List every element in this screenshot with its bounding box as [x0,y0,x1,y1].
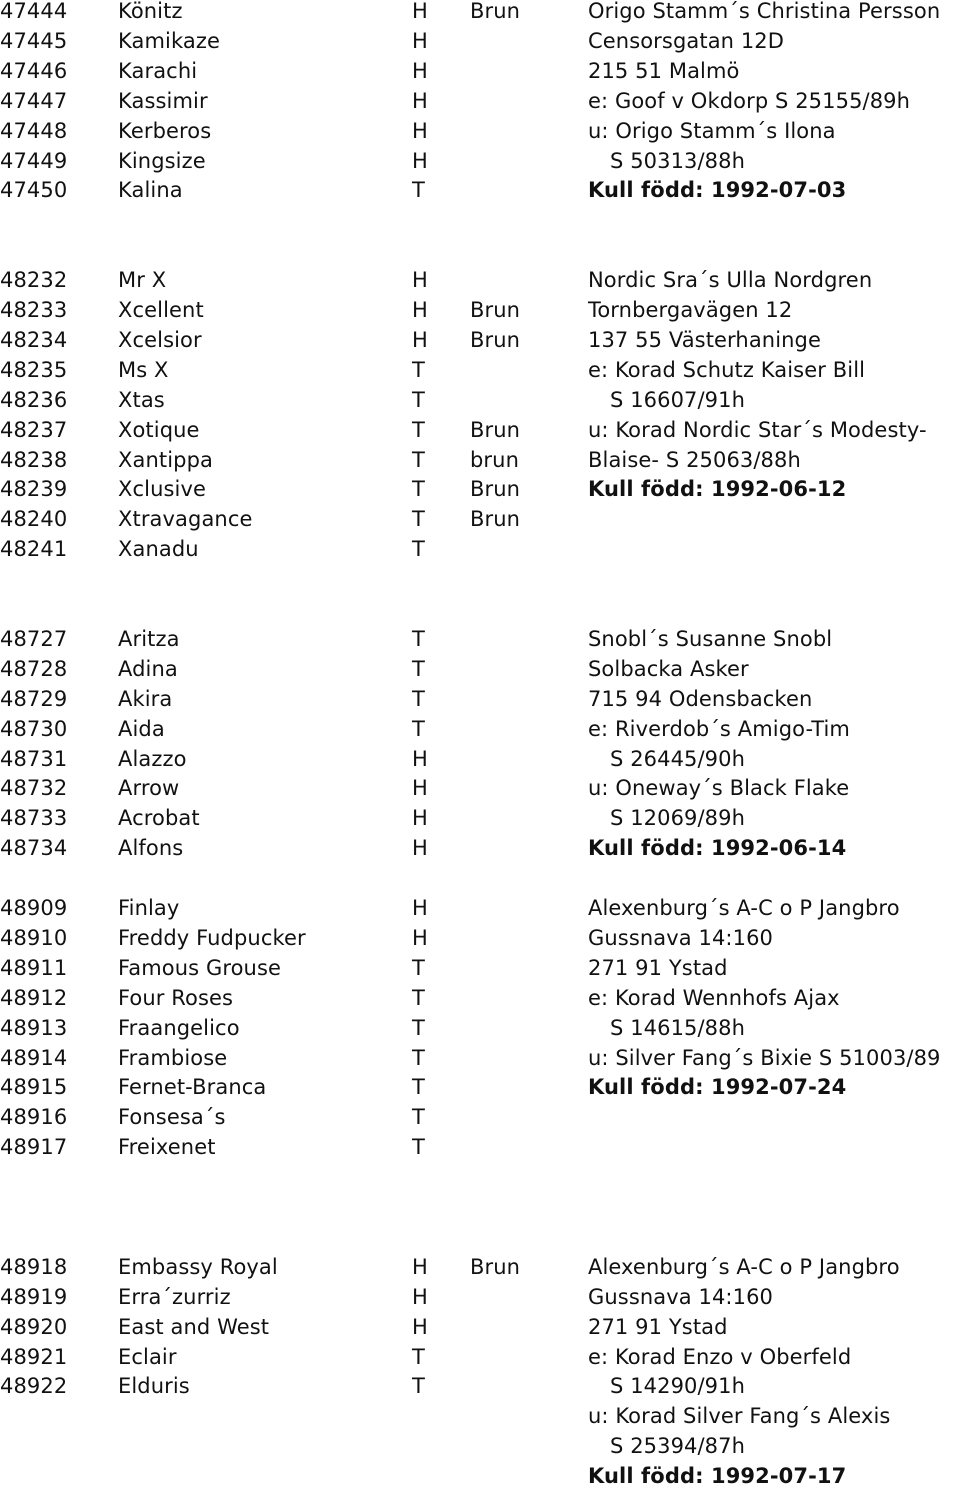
dog-registration-number: 47444 [0,0,68,23]
dog-registration-number: 48919 [0,1284,68,1309]
litter-info-line: Censorsgatan 12D [588,28,785,53]
dog-registration-number: 47447 [0,88,68,113]
dog-registration-number: 48920 [0,1314,68,1339]
dog-sex: T [412,1135,425,1160]
litter-row [0,1312,960,1342]
dog-name: Xcellent [118,298,204,322]
dog-registration-number: 48917 [0,1135,68,1160]
litter-info-line: e: Korad Schutz Kaiser Bill [588,357,866,382]
dog-registration-number: 48914 [0,1045,68,1070]
parent-registration-number: S 16607/91h [610,387,746,412]
litter-row [0,1401,960,1431]
litter-info-line: 137 55 Västerhaninge [588,327,821,352]
dog-sex: H [412,148,428,173]
litter-row [0,1102,960,1132]
litter-row [0,1282,960,1312]
dog-name: Mr X [118,268,167,293]
parent-registration-number: S 14290/91h [610,1374,746,1399]
parent-registration-number: S 25394/87h [610,1434,746,1459]
dog-registration-number: 48912 [0,985,68,1010]
dog-registration-number: 47450 [0,178,68,203]
dog-registration-number: 47449 [0,148,68,173]
dog-name: Kamikaze [118,28,220,53]
litter-info-line: u: Korad Nordic Star´s Modesty- [588,417,927,442]
dog-color: Brun [470,298,521,322]
dog-name: Fonsesa´s [118,1105,226,1130]
dog-name: Freixenet [118,1135,216,1160]
litter-info-line: Nordic Sra´s Ulla Nordgren [588,268,873,293]
litter-row [0,893,960,923]
dog-registration-number: 47448 [0,118,68,143]
litter-row [0,474,960,504]
parent-registration-number: S 50313/88h [610,148,746,173]
dog-sex: H [412,0,428,23]
litter-row [0,1461,960,1491]
litter-row [0,773,960,803]
dog-sex: H [412,58,428,83]
dog-name: Kassimir [118,88,208,113]
dog-name: Freddy Fudpucker [118,925,306,950]
dog-registration-number: 48916 [0,1105,68,1130]
dog-sex: T [412,477,425,502]
dog-sex: H [412,836,428,861]
litter-info-line: 271 91 Ystad [588,1314,728,1339]
litter-info-line: 215 51 Malmö [588,58,740,83]
litter-row [0,1072,960,1102]
dog-sex: H [412,298,428,322]
dog-name: Xtas [118,387,165,412]
litter-birth-date: Kull född: 1992-07-03 [588,178,847,203]
parent-registration-number: S 26445/90h [610,746,746,771]
dog-sex: T [412,656,425,681]
dog-registration-number: 48727 [0,626,68,651]
dog-name: Aritza [118,626,180,651]
litter-info-line: Tornbergavägen 12 [588,298,793,322]
dog-sex: T [412,985,425,1010]
dog-name: Fernet-Branca [118,1075,267,1100]
dog-sex: T [412,955,425,980]
dog-name: Adina [118,656,178,681]
litter-row [0,116,960,146]
litter-birth-date: Kull född: 1992-06-12 [588,477,847,502]
dog-name: Ms X [118,357,169,382]
dog-name: Erra´zurriz [118,1284,231,1309]
dog-registration-number: 48731 [0,746,68,771]
dog-registration-number: 48915 [0,1075,68,1100]
dog-color: Brun [470,327,521,352]
litter-row [0,1371,960,1401]
litter-row [0,415,960,445]
litter-row [0,325,960,355]
litter-info-line: Gussnava 14:160 [588,925,773,950]
dog-registration-number: 48235 [0,357,68,382]
litter-row [0,953,960,983]
dog-name: Kingsize [118,148,206,173]
dog-name: Xanadu [118,537,199,562]
dog-registration-number: 48733 [0,806,68,831]
dog-registration-number: 48730 [0,716,68,741]
dog-name: Embassy Royal [118,1254,278,1279]
dog-registration-number: 48734 [0,836,68,861]
litter-row [0,833,960,863]
litter-info-line: u: Oneway´s Black Flake [588,776,850,801]
litter-row [0,1342,960,1372]
dog-sex: H [412,88,428,113]
dog-sex: T [412,716,425,741]
dog-registration-number: 48911 [0,955,68,980]
litter-row [0,1431,960,1461]
dog-sex: H [412,327,428,352]
litter-info-line: u: Origo Stamm´s Ilona [588,118,836,143]
dog-sex: H [412,1284,428,1309]
dog-sex: T [412,1075,425,1100]
litter-birth-date: Kull född: 1992-07-24 [588,1075,847,1100]
litter-row [0,355,960,385]
dog-name: Kerberos [118,118,212,143]
dog-name: Fraangelico [118,1015,240,1040]
dog-sex: H [412,1314,428,1339]
dog-sex: H [412,776,428,801]
litter-info-line: Snobl´s Susanne Snobl [588,626,833,651]
litter-row [0,684,960,714]
dog-name: Xantippa [118,447,213,472]
dog-registration-number: 48728 [0,656,68,681]
parent-registration-number: S 14615/88h [610,1015,746,1040]
dog-registration-number: 48921 [0,1344,68,1369]
litter-row [0,445,960,475]
dog-name: Finlay [118,896,180,920]
litter-info-line: Gussnava 14:160 [588,1284,773,1309]
litter-row [0,86,960,116]
dog-color: Brun [470,417,521,442]
litter-info-line: u: Silver Fang´s Bixie S 51003/89 [588,1045,941,1070]
litter-row [0,744,960,774]
dog-registration-number: 48239 [0,477,68,502]
litter-row [0,504,960,534]
dog-registration-number: 48237 [0,417,68,442]
litter-info-line: Solbacka Asker [588,656,749,681]
dog-sex: T [412,686,425,711]
dog-name: Arrow [118,776,180,801]
dog-sex: H [412,28,428,53]
dog-sex: H [412,118,428,143]
dog-color: Brun [470,0,521,23]
dog-registration-number: 48233 [0,298,68,322]
dog-color: brun [470,447,519,472]
dog-name: Xtravagance [118,507,253,532]
dog-registration-number: 47445 [0,28,68,53]
litter-row [0,654,960,684]
litter-row [0,1132,960,1162]
dog-registration-number: 48913 [0,1015,68,1040]
litter-birth-date: Kull född: 1992-07-17 [588,1464,847,1489]
dog-name: Elduris [118,1374,190,1399]
litter-info-line: Alexenburg´s A-C o P Jangbro [588,1254,900,1279]
litter-row [0,295,960,325]
dog-sex: T [412,537,425,562]
dog-name: Akira [118,686,173,711]
litter-row [0,803,960,833]
dog-registration-number: 48234 [0,327,68,352]
dog-name: Four Roses [118,985,234,1010]
litter-info-line: 715 94 Odensbacken [588,686,813,711]
litter-row [0,923,960,953]
dog-sex: H [412,925,428,950]
litter-row [0,385,960,415]
dog-name: Famous Grouse [118,955,282,980]
dog-name: Karachi [118,58,198,83]
dog-registration-number: 48732 [0,776,68,801]
dog-registration-number: 48729 [0,686,68,711]
dog-name: Alfons [118,836,184,861]
dog-sex: T [412,1105,425,1130]
dog-name: Könitz [118,0,183,23]
dog-registration-number: 48922 [0,1374,68,1399]
litter-info-line: Blaise- S 25063/88h [588,447,801,472]
litter-row [0,983,960,1013]
litter-row [0,534,960,564]
litter-row [0,1252,960,1282]
dog-registration-number: 48240 [0,507,68,532]
dog-name: Xotique [118,417,200,442]
dog-name: East and West [118,1314,270,1339]
dog-sex: T [412,1344,425,1369]
dog-registration-number: 48241 [0,537,68,562]
dog-sex: T [412,626,425,651]
dog-sex: T [412,417,425,442]
litter-info-line: Alexenburg´s A-C o P Jangbro [588,896,900,920]
litter-row [0,56,960,86]
litter-row [0,0,960,26]
dog-name: Kalina [118,178,183,203]
litter-info-line: e: Korad Wennhofs Ajax [588,985,840,1010]
dog-registration-number: 48238 [0,447,68,472]
dog-sex: T [412,178,425,203]
dog-registration-number: 47446 [0,58,68,83]
parent-registration-number: S 12069/89h [610,806,746,831]
litter-info-line: e: Korad Enzo v Oberfeld [588,1344,852,1369]
litter-row [0,714,960,744]
litter-row [0,1043,960,1073]
dog-color: Brun [470,1254,521,1279]
dog-sex: H [412,268,428,293]
dog-sex: H [412,896,428,920]
litter-row [0,265,960,295]
dog-name: Eclair [118,1344,177,1369]
litter-row [0,1013,960,1043]
litter-row [0,26,960,56]
dog-sex: T [412,507,425,532]
litter-row [0,146,960,176]
litter-birth-date: Kull född: 1992-06-14 [588,836,847,861]
dog-sex: H [412,1254,428,1279]
dog-sex: H [412,746,428,771]
litter-info-line: u: Korad Silver Fang´s Alexis [588,1404,891,1429]
dog-registration-number: 48918 [0,1254,68,1279]
dog-sex: T [412,357,425,382]
dog-color: Brun [470,477,521,502]
litter-row [0,624,960,654]
litter-row [0,175,960,205]
dog-sex: T [412,1015,425,1040]
dog-name: Xclusive [118,477,206,502]
dog-color: Brun [470,507,521,532]
dog-name: Xcelsior [118,327,202,352]
dog-sex: T [412,447,425,472]
dog-sex: T [412,1374,425,1399]
dog-sex: T [412,387,425,412]
litter-info-line: 271 91 Ystad [588,955,728,980]
litter-info-line: e: Riverdob´s Amigo-Tim [588,716,850,741]
dog-name: Aida [118,716,165,741]
dog-registration-number: 48909 [0,896,68,920]
dog-registration-number: 48910 [0,925,68,950]
dog-sex: T [412,1045,425,1070]
dog-name: Acrobat [118,806,200,831]
dog-name: Alazzo [118,746,187,771]
dog-registration-number: 48236 [0,387,68,412]
dog-registration-number: 48232 [0,268,68,293]
dog-name: Frambiose [118,1045,228,1070]
dog-sex: H [412,806,428,831]
litter-info-line: e: Goof v Okdorp S 25155/89h [588,88,911,113]
litter-info-line: Origo Stamm´s Christina Persson [588,0,941,23]
